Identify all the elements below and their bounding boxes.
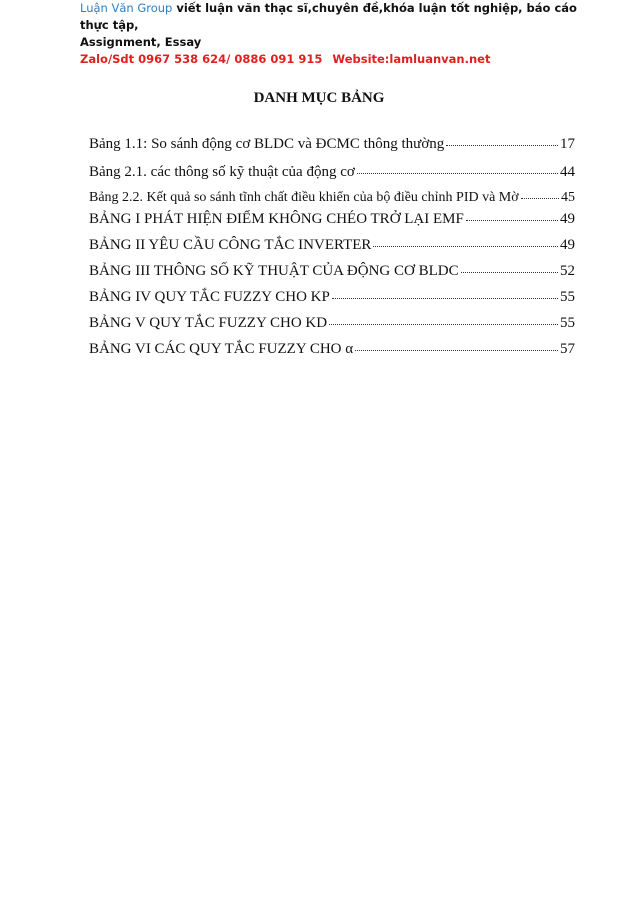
header-contact-line <box>80 51 600 68</box>
entry-label: BẢNG I PHÁT HIỆN ĐIỂM KHÔNG CHÉO TRỞ LẠI EMF <box>89 211 464 227</box>
entry-page-number: 55 <box>560 289 575 305</box>
entry-page-number: 17 <box>560 136 575 152</box>
entry-label: BẢNG II YÊU CẦU CÔNG TẮC INVERTER <box>89 237 372 253</box>
table-list-entry[interactable] <box>89 164 575 181</box>
entry-label: BẢNG V QUY TẮC FUZZY CHO KD <box>89 315 328 331</box>
entry-page-number: 49 <box>560 237 575 253</box>
dot-leader <box>446 145 558 146</box>
page-header <box>80 0 600 68</box>
entry-page-number: 49 <box>560 211 575 227</box>
entry-label: Bảng 1.1: So sánh động cơ BLDC và ĐCMC thông thường <box>89 136 445 152</box>
entry-page-number: 44 <box>560 164 575 180</box>
table-list-entry[interactable] <box>89 341 575 358</box>
dot-leader <box>357 173 558 174</box>
dot-leader <box>521 198 559 199</box>
header-tagline: viết luận văn thạc sĩ,chuyên đề,khóa luận tốt nghiệp, báo cáo thực tập, <box>80 1 577 32</box>
entry-label: BẢNG IV QUY TẮC FUZZY CHO KP <box>89 289 330 305</box>
table-list-entry[interactable] <box>89 315 575 332</box>
website-link[interactable]: Website:lamluanvan.net <box>332 52 491 66</box>
contact-phone: Zalo/Sdt 0967 538 624/ 0886 091 915 <box>80 52 323 66</box>
header-line-1 <box>80 0 600 34</box>
entry-label: Bảng 2.1. các thông số kỹ thuật của động cơ <box>89 164 355 180</box>
entry-page-number: 55 <box>560 315 575 331</box>
dot-leader <box>355 350 558 351</box>
table-list-entry[interactable] <box>89 190 575 206</box>
entry-page-number: 45 <box>561 190 575 205</box>
page-title: DANH MỤC BẢNG <box>253 90 385 106</box>
dot-leader <box>373 246 558 247</box>
entry-label: BẢNG III THÔNG SỐ KỸ THUẬT CỦA ĐỘNG CƠ BLDC <box>89 263 459 279</box>
dot-leader <box>332 298 558 299</box>
table-list-entry[interactable] <box>89 237 575 254</box>
dot-leader <box>329 324 558 325</box>
dot-leader <box>461 272 558 273</box>
entry-page-number: 57 <box>560 341 575 357</box>
dot-leader <box>466 220 558 221</box>
brand-name: Luận Văn Group <box>80 1 173 15</box>
header-line-2: Assignment, Essay <box>80 35 202 49</box>
table-list-entry[interactable] <box>89 263 575 280</box>
table-list-entry[interactable] <box>89 289 575 306</box>
entry-label: BẢNG VI CÁC QUY TẮC FUZZY CHO α <box>89 341 354 357</box>
entry-page-number: 52 <box>560 263 575 279</box>
entry-label: Bảng 2.2. Kết quả so sánh tĩnh chất điều khiển của bộ điều chỉnh PID và Mờ <box>89 190 519 205</box>
table-list-entry[interactable] <box>89 211 575 228</box>
table-list-entry[interactable] <box>89 136 575 153</box>
